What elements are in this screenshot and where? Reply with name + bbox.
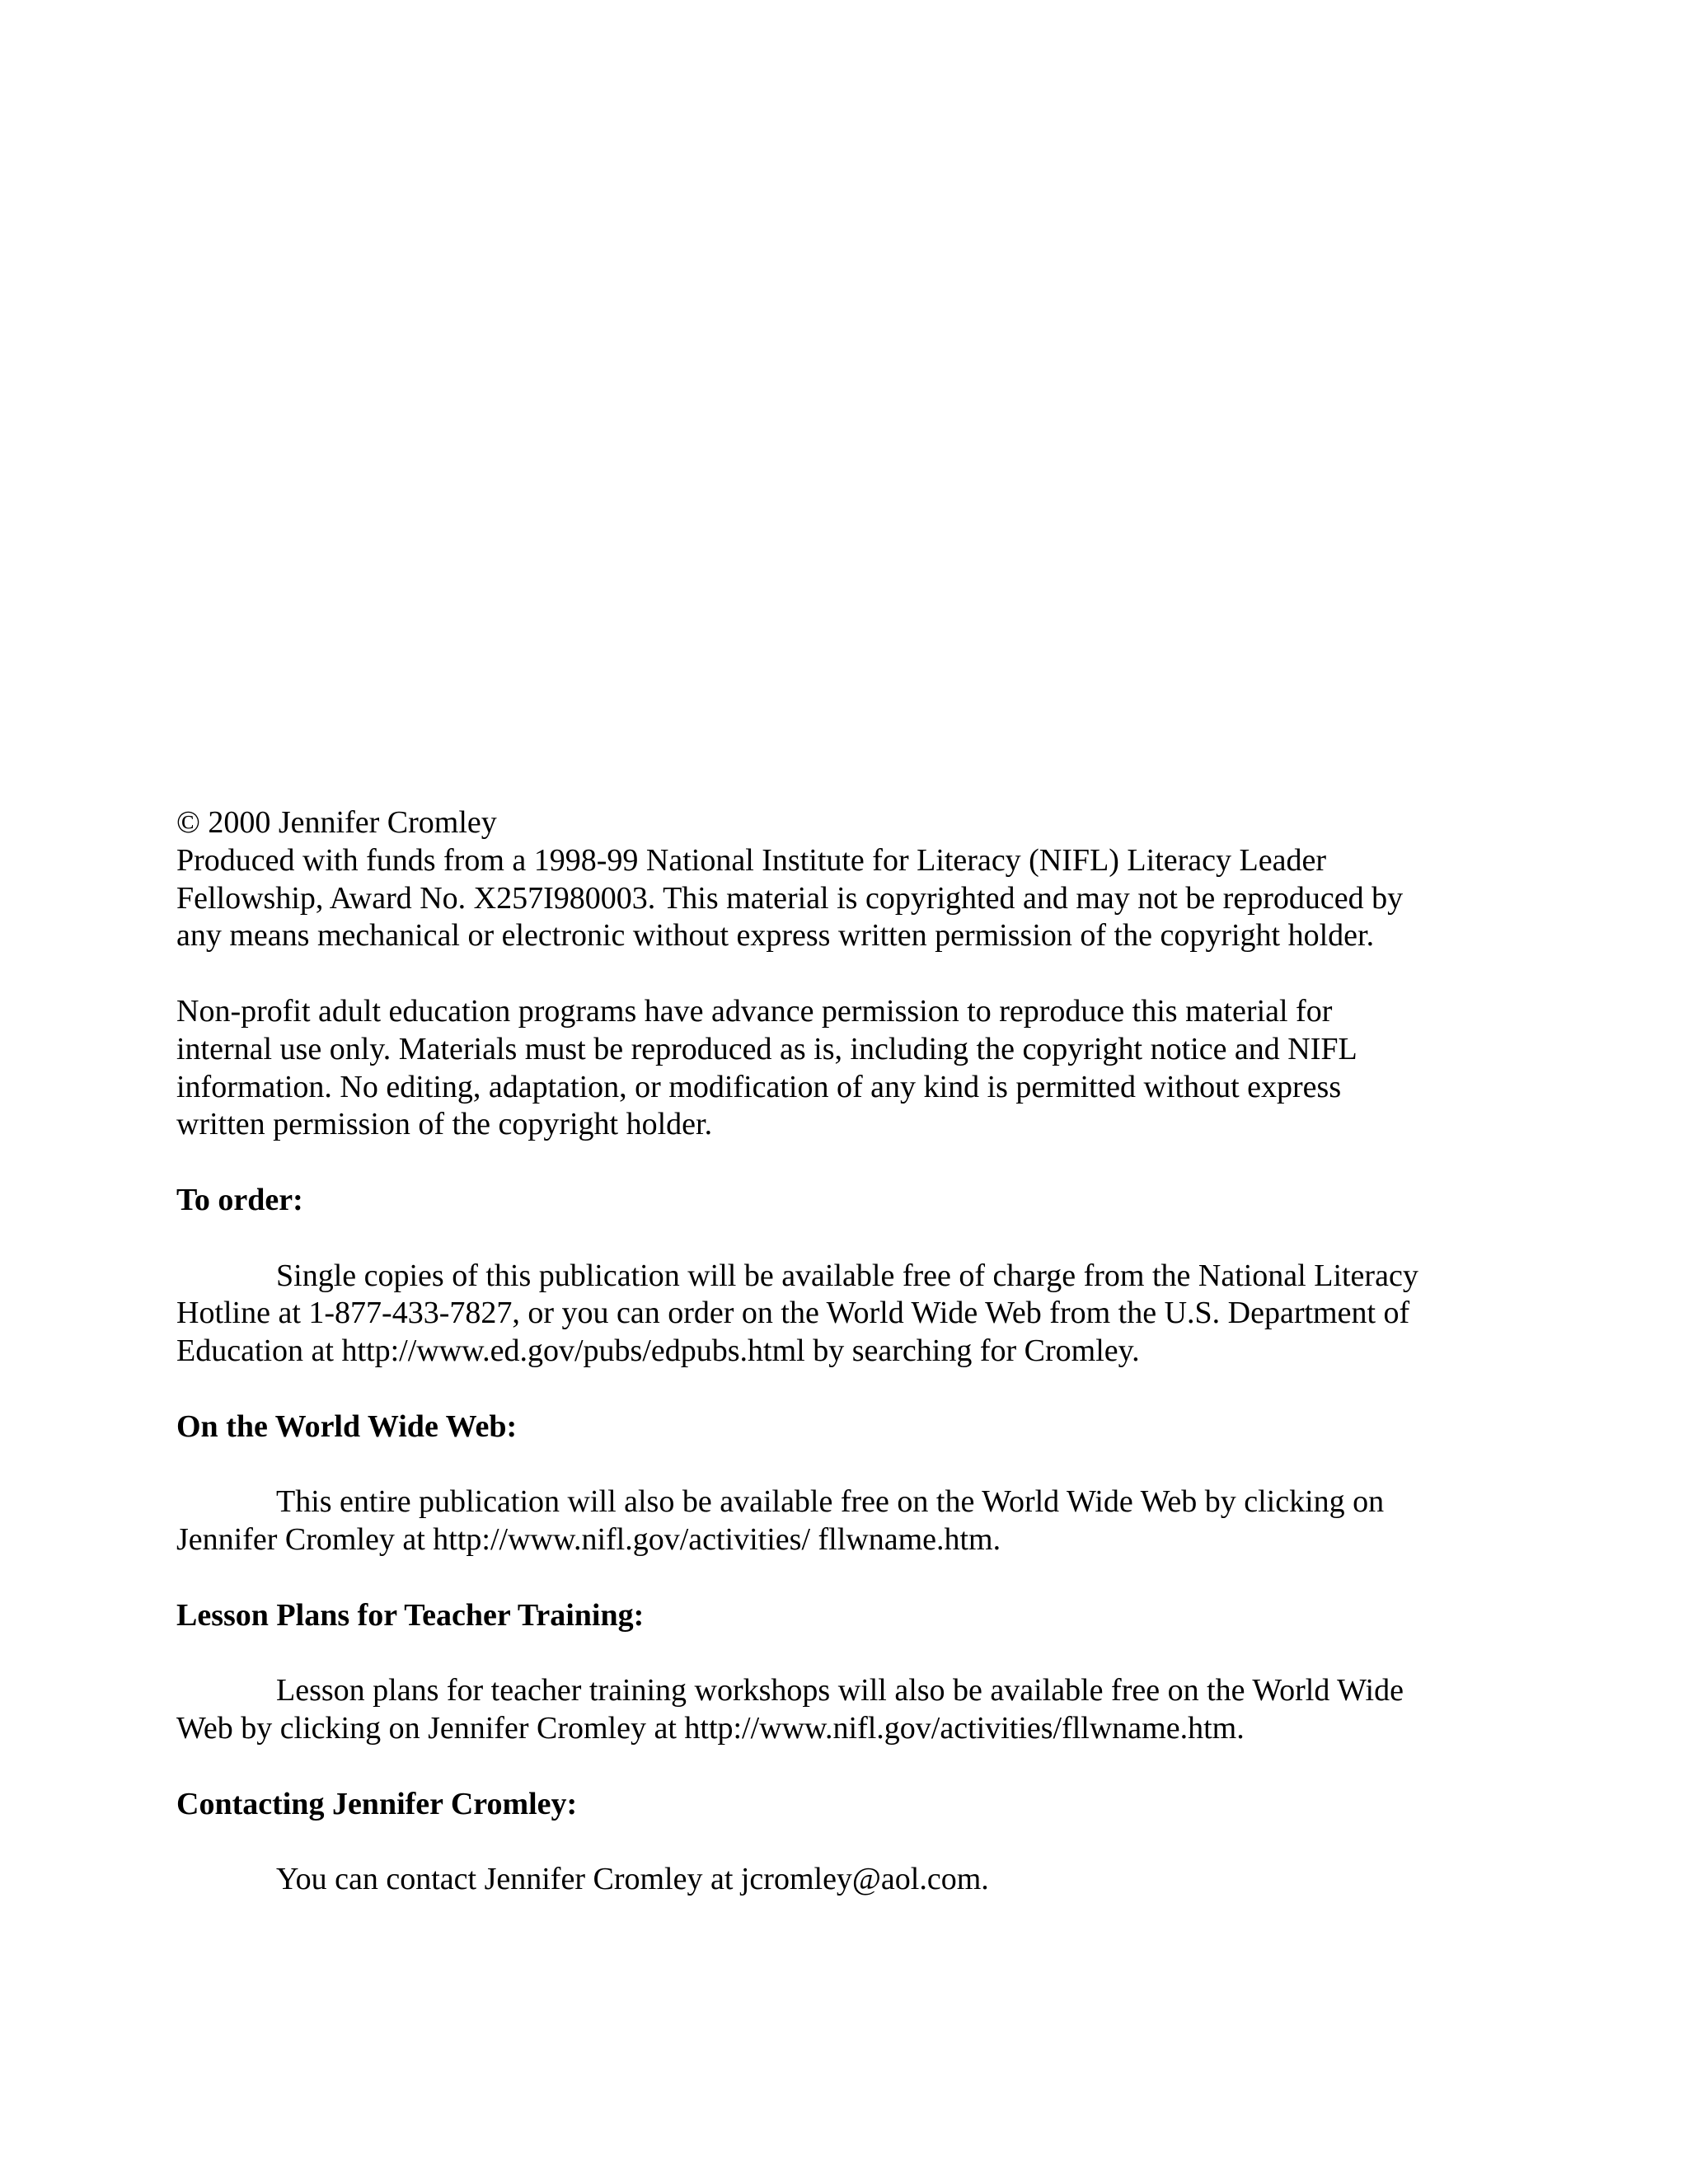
web-line: Jennifer Cromley at http://www.nifl.gov/activities/ fllwname.htm.	[176, 1522, 1001, 1558]
permission-line: Non-profit adult education programs have advance permission to reproduce this material for	[176, 993, 1333, 1029]
paragraph-gap	[176, 1144, 1512, 1182]
page-content	[176, 804, 1512, 1899]
section-heading-to-order: To order:	[176, 1182, 303, 1217]
order-line: Education at http://www.ed.gov/pubs/edpubs.html by searching for Cromley.	[176, 1333, 1140, 1369]
paragraph-gap	[176, 1748, 1512, 1786]
contact-line: You can contact Jennifer Cromley at jcromley@aol.com.	[276, 1862, 989, 1897]
paragraph-gap	[176, 1559, 1512, 1597]
permission-line: internal use only. Materials must be reproduced as is, including the copyright notice and NIFL	[176, 1031, 1357, 1066]
paragraph-gap	[176, 955, 1512, 993]
funding-line: Produced with funds from a 1998-99 National Institute for Literacy (NIFL) Literacy Leader	[176, 842, 1326, 878]
section-heading-contact: Contacting Jennifer Cromley:	[176, 1786, 578, 1821]
award-line: Fellowship, Award No. X257I980003. This material is copyrighted and may not be reproduced by	[176, 880, 1404, 916]
web-section	[176, 1408, 1512, 1559]
lesson-plans-line: Web by clicking on Jennifer Cromley at http://www.nifl.gov/activities/fllwname.htm.	[176, 1711, 1245, 1746]
paragraph-gap	[176, 1446, 1512, 1484]
copyright-block	[176, 804, 1512, 955]
copyright-line: © 2000 Jennifer Cromley	[176, 805, 497, 840]
permission-block	[176, 993, 1512, 1144]
order-section	[176, 1182, 1512, 1371]
paragraph-gap	[176, 1635, 1512, 1673]
paragraph-gap	[176, 1824, 1512, 1862]
contact-section	[176, 1786, 1512, 1899]
permission-line: information. No editing, adaptation, or modification of any kind is permitted without express	[176, 1069, 1342, 1104]
reproduction-line: any means mechanical or electronic without express written permission of the copyright holder.	[176, 918, 1375, 954]
section-heading-world-wide-web: On the World Wide Web:	[176, 1408, 518, 1444]
order-line: Single copies of this publication will be available free of charge from the National Literacy	[276, 1258, 1418, 1293]
web-line: This entire publication will also be available free on the World Wide Web by clicking on	[276, 1484, 1385, 1520]
section-heading-lesson-plans: Lesson Plans for Teacher Training:	[176, 1597, 645, 1633]
order-line: Hotline at 1-877-433-7827, or you can order on the World Wide Web from the U.S. Department of	[176, 1296, 1410, 1331]
permission-line: written permission of the copyright holder.	[176, 1107, 713, 1142]
paragraph-gap	[176, 1220, 1512, 1258]
lesson-plans-section	[176, 1597, 1512, 1748]
paragraph-gap	[176, 1371, 1512, 1408]
lesson-plans-line: Lesson plans for teacher training workshops will also be available free on the World Wide	[276, 1673, 1404, 1708]
